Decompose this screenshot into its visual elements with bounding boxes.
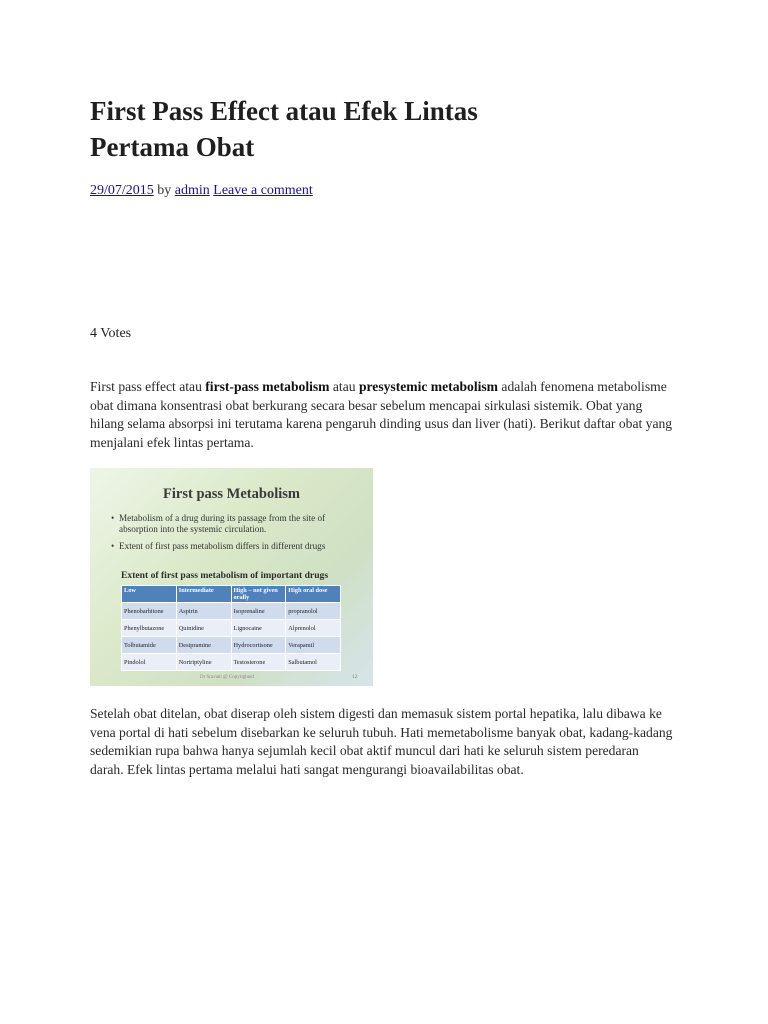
table-header-cell: High – not given orally [231, 586, 286, 603]
table-header-cell: Low [122, 586, 177, 603]
table-cell: Phenobarbitone [122, 603, 177, 620]
leave-comment-link[interactable]: Leave a comment [213, 183, 313, 198]
table-cell: Phenylbutazone [122, 620, 177, 637]
slide-bullet-text: Metabolism of a drug during its passage from the site of absorption into the systemic circulation. [119, 513, 326, 534]
post-meta [90, 183, 313, 199]
table-cell: Nortriptyline [176, 654, 231, 671]
table-row [122, 654, 341, 671]
table-cell: Testosterone [231, 654, 286, 671]
table-header-cell: High oral dose [286, 586, 341, 603]
table-cell: Aspirin [176, 603, 231, 620]
table-cell: Lignocaine [231, 620, 286, 637]
post-date-link[interactable]: 29/07/2015 [90, 183, 154, 198]
table-cell: propranolol [286, 603, 341, 620]
intro-text-2: atau [329, 379, 359, 394]
votes-count: 4 Votes [90, 326, 132, 341]
intro-paragraph [90, 378, 675, 452]
table-cell: Isoprenaline [231, 603, 286, 620]
slide-bullet: • Extent of first pass metabolism differs in different drugs [111, 541, 326, 551]
presystemic-metabolism-term: presystemic metabolism [358, 379, 499, 394]
article-title: First Pass Effect atau Efek Lintas Pertama Obat [90, 96, 478, 162]
slide-title: First pass Metabolism [163, 486, 300, 502]
table-cell: Salbutamol [286, 654, 341, 671]
slide-table-caption: Extent of first pass metabolism of important drugs [121, 570, 329, 581]
intro-text-1: First pass effect atau [90, 379, 206, 394]
slide-footer: Dr Sravani @ Copyrighted [200, 675, 254, 680]
intro-text-3: adalah fenomena metabolisme obat dimana konsentrasi obat berkurang secara besar sebelum mencapai sirkulasi sistemik. Obat yang hilang selama absorpsi ini terutama karena pengaruh dinding usus dan liver (hati). Berikut daftar obat yang menjalani efek lintas pertama. [90, 379, 673, 450]
author-link[interactable]: admin [174, 183, 210, 198]
drug-table [121, 585, 341, 671]
slide-page-number: 12 [352, 674, 358, 680]
slide-bullet-text: Extent of first pass metabolism differs in different drugs [119, 541, 326, 551]
first-pass-metabolism-term: first-pass metabolism [205, 379, 330, 394]
first-pass-metabolism-slide-image [90, 468, 373, 686]
table-cell: Alprenolol [286, 620, 341, 637]
table-row [122, 603, 341, 620]
table-cell: Quinidine [176, 620, 231, 637]
table-header-row [122, 586, 341, 603]
table-row [122, 637, 341, 654]
table-row [122, 620, 341, 637]
table-cell: Hydrocortisone [231, 637, 286, 654]
table-cell: Verapamil [286, 637, 341, 654]
table-header-cell: Intermediate [176, 586, 231, 603]
table-cell: Tolbutamide [122, 637, 177, 654]
by-label: by [157, 183, 172, 198]
body-paragraph: Setelah obat ditelan, obat diserap oleh sistem digesti dan memasuk sistem portal hepatika, lalu dibawa ke vena portal di hati sebelum disebarkan ke seluruh tubuh. Hati memetabolisme banyak obat, kadang-kadang sedemikian rupa bahwa hanya sejumlah kecil obat aktif muncul dari hati ke seluruh sistem peredaran darah. Efek lintas pertama melalui hati sangat mengurangi bioavailabilitas obat. [90, 706, 673, 777]
slide-bullet: • Metabolism of a drug during its passage from the site of absorption into the systemic circulation. [111, 513, 326, 534]
table-cell: Pindolol [122, 654, 177, 671]
table-cell: Desipramine [176, 637, 231, 654]
